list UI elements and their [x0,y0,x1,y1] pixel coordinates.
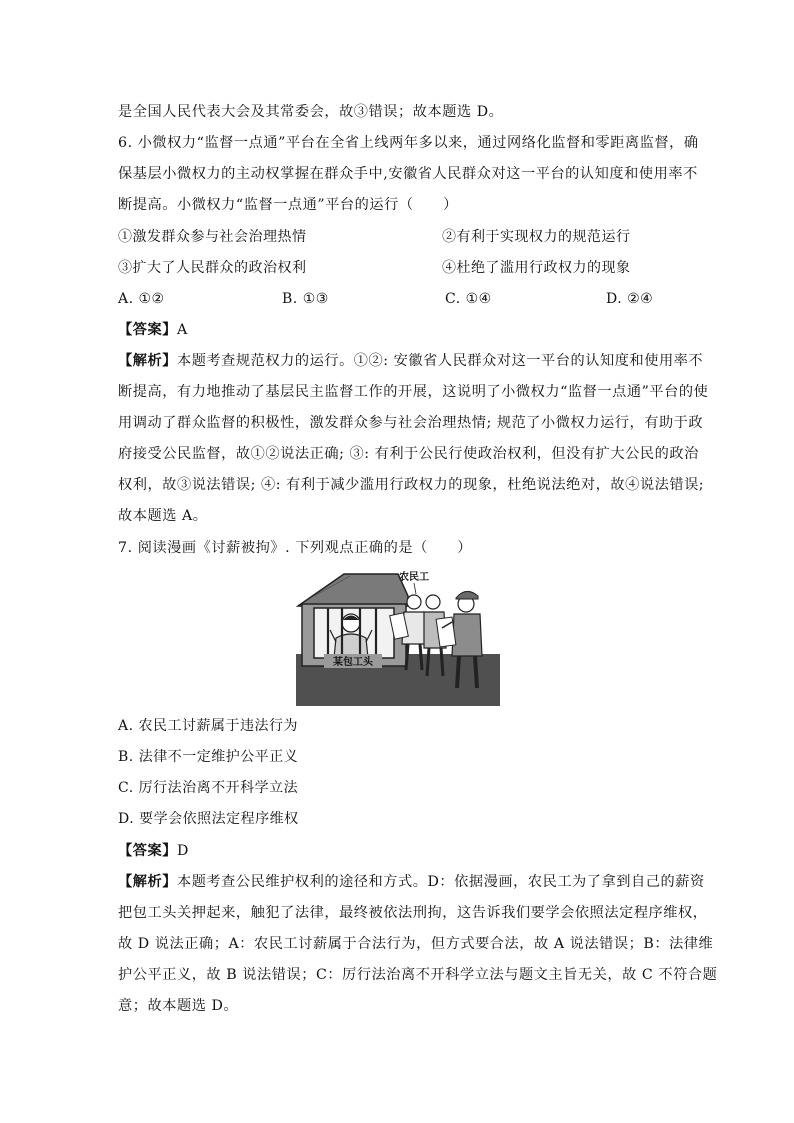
q7-choice-d: D. 要学会依照法定程序维权 [118,811,299,827]
police-cap [456,591,478,599]
q7-choice-b: B. 法律不一定维护公平正义 [118,749,299,765]
q6-analysis-line-5: 权利，故③说法错误; ④: 有利于减少滥用行政权力的现象，杜绝说法绝对，故④说法错误; [118,477,705,493]
q6-analysis-line-4: 府接受公民监督，故①②说法正确; ③: 有利于公民行使政治权利，但没有扩大公民的政治 [118,446,699,462]
q6-stem-line-1: 6. 小微权力“监督一点通”平台在全省上线两年多以来，通过网络化监督和零距离监督，确 [118,135,699,151]
q6-choice-b: B. ①③ [282,291,329,307]
q7-choice-c: C. 厉行法治离不开科学立法 [118,780,299,796]
q5-tail-line: 是全国人民代表大会及其常委会，故③错误；故本题选 D。 [118,104,504,120]
q6-analysis-line-2: 断提高，有力地推动了基层民主监督工作的开展，这说明了小微权力“监督一点通”平台的使 [118,384,709,400]
q6-choice-a: A. ①② [118,291,165,307]
detention-notice [436,617,456,647]
q7-analysis-line-2: 把包工头关押起来，触犯了法律，最终被依法刑拘，这告诉我们要学会依照法定程序维权， [118,905,708,921]
q6-analysis-line-1: 【解析】本题考查规范权力的运行。①②: 安徽省人民群众对这一平台的认知度和使用率不 [118,353,704,369]
q7-analysis-line-4: 护公平正义，故 B 说法错误；C：厉行法治离不开科学立法与题文主旨无关，故 C 不符合题 [118,967,718,983]
answer-value: A [176,322,188,338]
q7-analysis-line-1: 【解析】本题考查公民维护权利的途径和方式。D：依据漫画，农民工为了拿到自己的薪资 [118,874,705,890]
analysis-tag: 【解析】 [118,874,177,890]
q6-choice-d: D. ②④ [606,291,654,307]
q7-analysis-line-5: 意；故本题选 D。 [118,998,239,1014]
q6-stem-line-2: 保基层小微权力的主动权掌握在群众手中,安徽省人民群众对这一平台的认知度和使用率不 [118,166,698,182]
police-body [452,614,482,656]
q6-analysis-line-3: 用调动了群众监督的积极性，激发群众参与社会治理热情; 规范了小微权力运行，有助于政 [118,415,704,431]
q6-statement-2: ②有利于实现权力的规范运行 [442,229,631,245]
q7-choice-a: A. 农民工讨薪属于违法行为 [118,718,299,734]
cartoon-illustration [296,566,500,706]
answer-value: D [176,843,189,859]
q6-statement-1: ①激发群众参与社会治理热情 [118,229,307,245]
worker-label: 农民工 [399,572,429,583]
hut-roof [298,574,408,606]
q6-statement-3: ③扩大了人民群众的政治权利 [118,260,307,276]
analysis-tag: 【解析】 [118,353,177,369]
answer-tag: 【答案】 [118,322,177,338]
worker-head [426,595,440,609]
boss-label: 某包工头 [333,657,373,668]
answer-tag: 【答案】 [118,843,177,859]
worker-head [407,595,421,609]
q7-analysis-line-3: 故 D 说法正确；A：农民工讨薪属于合法行为，但方式要合法，故 A 说法错误；B：法律维 [118,936,714,952]
q6-statement-4: ④杜绝了滥用行政权力的现象 [442,260,631,276]
q6-choice-c: C. ①④ [445,291,492,307]
q6-analysis-line-6: 故本题选 A。 [118,508,208,524]
q7-stem: 7. 阅读漫画《讨薪被拘》. 下列观点正确的是（ ） [118,540,473,556]
q6-stem-line-3: 断提高。小微权力“监督一点通”平台的运行（ ） [118,197,458,213]
q7-answer [118,841,189,861]
q6-answer [118,320,188,340]
